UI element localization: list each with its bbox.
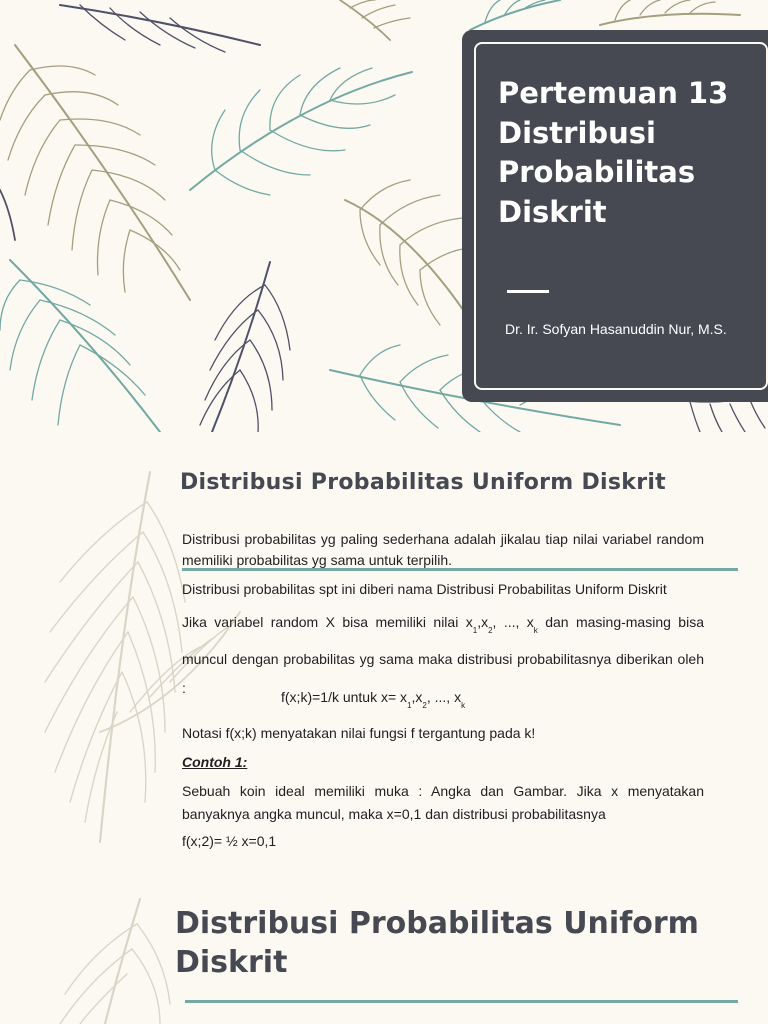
example-text: Sebuah koin ideal memiliki muka : Angka dan Gambar. Jika x menyatakan banyaknya angka muncul, maka x=0,1 dan distribusi probabilitasnya [182,783,704,822]
notation-text: Notasi f(x;k) menyatakan nilai fungsi f tergantung pada k! [182,725,536,741]
title-line-1: Pertemuan 13 [498,76,729,110]
example-label: Contoh 1: [182,754,248,770]
content-slide-2 [0,864,768,1024]
formula-uniform: f(x;k)=1/k untuk $x= x_1,x_2$, ..., $x_k$ [281,689,466,710]
title-line-4: Diskrit [498,194,607,229]
content-slide [0,432,768,864]
example-formula: f(x;2)= ½ x=0,1 [182,833,277,849]
title-slide [0,0,768,432]
slide-heading-2: Distribusi Probabilitas Uniform Diskrit [175,906,699,980]
teal-divider-2 [185,1000,738,1003]
paragraph-random-variable: Jika variabel random X bisa memiliki nilai $x_1,x_2$, ..., $x_k$ dan masing-masing bisa muncul dengan probabilitas yg sama maka distribusi probabilitasnya diberikan oleh : [182,614,704,696]
author-name: Dr. Ir. Sofyan Hasanuddin Nur, M.S. [505,321,727,337]
teal-divider [182,568,738,571]
paragraph-name: Distribusi probabilitas spt ini diberi nama Distribusi Probabilitas Uniform Diskrit [182,581,667,597]
title-divider [507,290,549,293]
title-line-3: Probabilitas [498,155,696,189]
title-line-2: Distribusi [498,115,656,150]
slide-title [498,74,758,232]
slide-heading: Distribusi Probabilitas Uniform Diskrit [180,470,666,495]
paragraph-definition: Distribusi probabilitas yg paling sederhana adalah jikalau tiap nilai variabel random memiliki probabilitas yg sama untuk terpilih. [182,531,704,568]
